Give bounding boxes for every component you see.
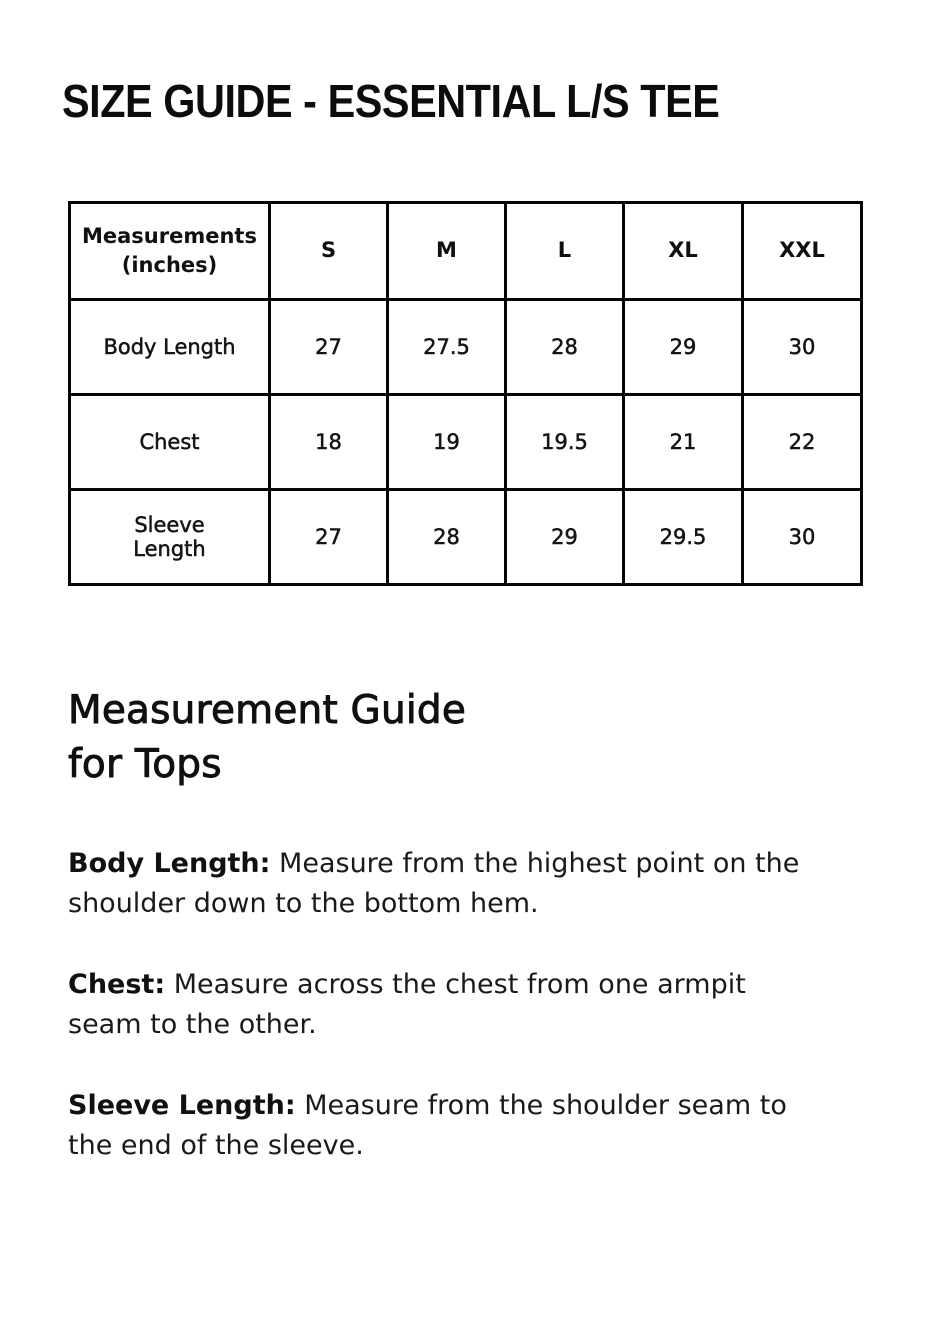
header-cell-measurements: Measurements (inches) [70,202,270,299]
value-cell: 27 [270,489,388,584]
table-row-chest [70,394,862,489]
row-label-text: Sleeve Length [133,512,206,561]
guide-description: Measure from the highest point on the shoulder down to the bottom hem. [68,847,800,919]
value-cell: 18 [270,394,388,489]
value-cell: 29 [506,489,624,584]
value-cell: 30 [743,489,862,584]
table-row-sleeve-length [70,489,862,584]
size-table [68,201,863,586]
row-label-cell [70,489,270,584]
measurement-guide-text [68,844,813,1166]
value-cell: 22 [743,394,862,489]
value-cell: 19.5 [506,394,624,489]
value-cell: 30 [743,299,862,394]
guide-term: Chest: [68,968,166,1000]
guide-heading-line1: Measurement Guide [68,687,467,733]
size-table-header-row [70,202,862,299]
guide-term: Body Length: [68,847,271,879]
row-label-cell: Body Length [70,299,270,394]
header-cell-size-s: S [270,202,388,299]
value-cell: 28 [506,299,624,394]
page-title [62,76,938,127]
measurement-guide-heading [68,684,938,792]
row-label-cell: Chest [70,394,270,489]
header-cell-size-xl: XL [624,202,743,299]
guide-description: Measure across the chest from one armpit seam to the other. [68,968,746,1040]
value-cell: 27.5 [388,299,506,394]
value-cell: 27 [270,299,388,394]
table-row-body-length [70,299,862,394]
header-cell-size-xxl: XXL [743,202,862,299]
value-cell: 21 [624,394,743,489]
value-cell: 29.5 [624,489,743,584]
guide-term: Sleeve Length: [68,1089,296,1121]
value-cell: 28 [388,489,506,584]
value-cell: 29 [624,299,743,394]
guide-item-body-length [68,844,813,924]
header-cell-size-m: M [388,202,506,299]
page-title-text: SIZE GUIDE - ESSENTIAL L/S TEE [62,75,720,127]
guide-description: Measure from the shoulder seam to the end of the sleeve. [68,1089,787,1161]
value-cell: 19 [388,394,506,489]
header-cell-size-l: L [506,202,624,299]
guide-heading-line2: for Tops [68,741,222,787]
guide-item-sleeve-length [68,1086,813,1166]
guide-item-chest [68,965,813,1045]
